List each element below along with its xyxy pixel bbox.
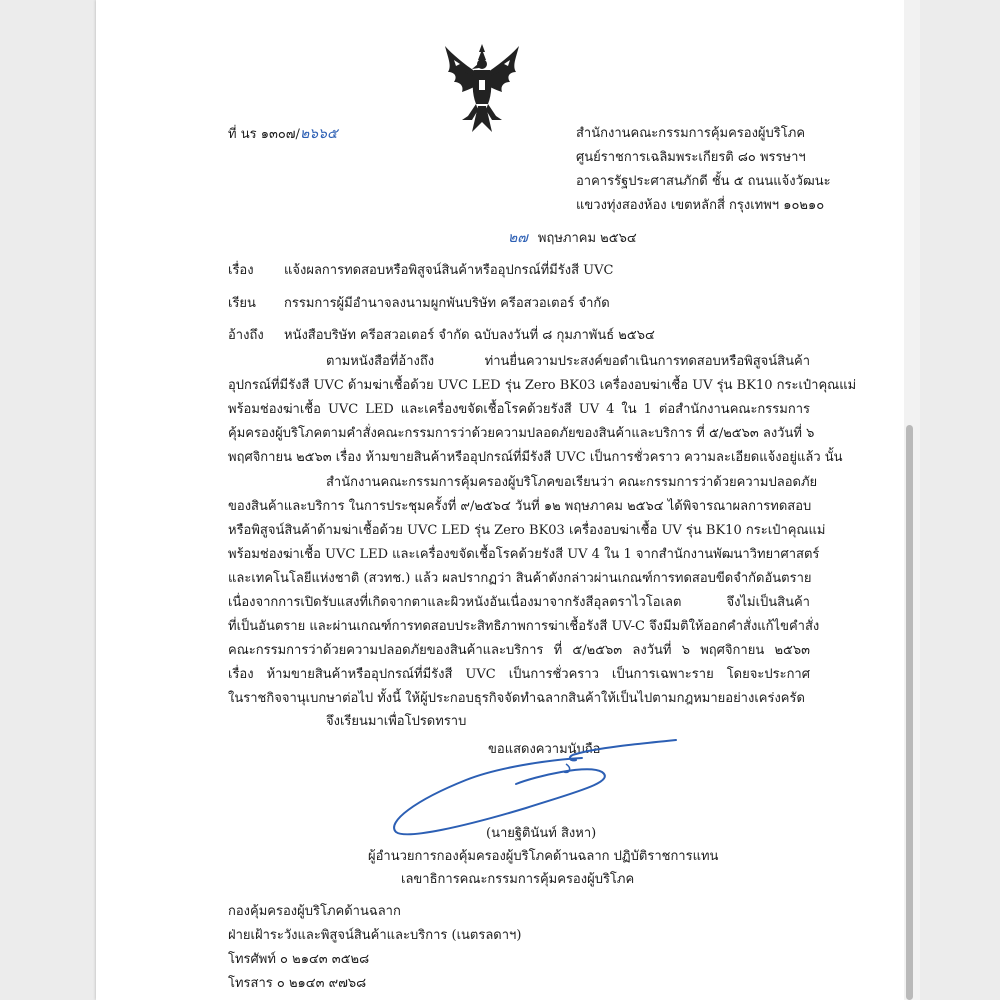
paragraph2-line-2: ของสินค้าและบริการ ในการประชุมครั้งที่ ๙/๒๕๖๔ วันที่ ๑๒ พฤษภาคม ๒๕๖๔ ได้พิจารณาผลการทดสอบ [228, 499, 812, 514]
paragraph1-line-3: พร้อมช่องฆ่าเชื้อ UVC LED และเครื่องขจัดเชื้อโรคด้วยรังสี UV 4 ใน 1 ต่อสำนักงานคณะกรรมการ [228, 402, 810, 417]
footer-division: ฝ่ายเฝ้าระวังและพิสูจน์สินค้าและบริการ (เนตรลดาฯ) [228, 928, 522, 943]
handwritten-day: ๒๗ [508, 230, 528, 246]
address-line-4: แขวงทุ่งสองห้อง เขตหลักสี่ กรุงเทพฯ ๑๐๒๑๐ [576, 198, 825, 213]
to-label: เรียน [228, 296, 256, 311]
date-month-year: พฤษภาคม ๒๕๖๔ [537, 231, 637, 246]
signer-name: (นายฐิตินันท์ สิงหา) [486, 826, 597, 841]
paragraph2-line-3: หรือพิสูจน์สินค้าด้ามฆ่าเชื้อด้วย UVC LED รุ่น Zero BK03 เครื่องอบฆ่าเชื้อ UV รุ่น BK10 กระเป๋าคุณแม่ [228, 523, 826, 538]
handwritten-number: ๒๖๖๕ [299, 126, 338, 142]
closing-text: ขอแสดงความนับถือ [488, 742, 601, 757]
paragraph2-line-8: คณะกรรมการว่าด้วยความปลอดภัยของสินค้าและบริการ ที่ ๕/๒๕๖๓ ลงวันที่ ๖ พฤศจิกายน ๒๕๖๓ [228, 643, 810, 658]
letter-page [96, 0, 904, 1000]
paragraph1-line-4: คุ้มครองผู้บริโภคตามคำสั่งคณะกรรมการว่าด้วยความปลอดภัยของสินค้าและบริการ ที่ ๕/๒๕๖๓ ลงวันที่ ๖ [228, 426, 815, 441]
footer-department: กองคุ้มครองผู้บริโภคด้านฉลาก [228, 904, 401, 919]
paragraph2-line-4: พร้อมช่องฆ่าเชื้อ UVC LED และเครื่องขจัดเชื้อโรคด้วยรังสี UV 4 ใน 1 จากสำนักงานพัฒนาวิทยาศาสตร์ [228, 547, 820, 562]
subject-text: แจ้งผลการทดสอบหรือพิสูจน์สินค้าหรืออุปกรณ์ที่มีรังสี UVC [284, 263, 614, 278]
footer-phone: โทรศัพท์ ๐ ๒๑๔๓ ๓๕๒๘ [228, 952, 370, 967]
paragraph1-line-5: พฤศจิกายน ๒๕๖๓ เรื่อง ห้ามขายสินค้าหรืออุปกรณ์ที่มีรังสี UVC เป็นการชั่วคราว ความละเอียดแจ้งอยู่แล้ว นั้น [228, 450, 843, 465]
document-number [228, 126, 338, 143]
reference-number: ที่ นร ๑๓๐๗/ [228, 127, 300, 142]
signer-title-1: ผู้อำนวยการกองคุ้มครองผู้บริโภคด้านฉลาก ปฏิบัติราชการแทน [368, 849, 719, 864]
paragraph2-line-9: เรื่อง ห้ามขายสินค้าหรืออุปกรณ์ที่มีรังสี UVC เป็นการชั่วคราว เป็นการเฉพาะราย โดยจะประกาศ [228, 667, 810, 682]
subject-label: เรื่อง [228, 263, 254, 278]
paragraph2-line-5: และเทคโนโลยีแห่งชาติ (สวทช.) แล้ว ผลปรากฏว่า สินค้าดังกล่าวผ่านเกณฑ์การทดสอบขีดจำกัดอันตราย [228, 571, 812, 586]
address-line-3: อาคารรัฐประศาสนภักดี ชั้น ๕ ถนนแจ้งวัฒนะ [576, 174, 831, 189]
closing-intro: จึงเรียนมาเพื่อโปรดทราบ [326, 714, 467, 729]
reference-text: หนังสือบริษัท ครีอสวอเตอร์ จำกัด ฉบับลงวันที่ ๘ กุมภาพันธ์ ๒๕๖๔ [284, 328, 655, 343]
vertical-scrollbar-thumb[interactable] [906, 425, 913, 1000]
to-text: กรรมการผู้มีอำนาจลงนามผูกพันบริษัท ครีอสวอเตอร์ จำกัด [284, 296, 610, 311]
signature-icon [376, 730, 696, 840]
address-line-1: สำนักงานคณะกรรมการคุ้มครองผู้บริโภค [576, 126, 806, 141]
letter-date [508, 230, 637, 247]
reference-label: อ้างถึง [228, 328, 264, 343]
paragraph2-line-7: ที่เป็นอันตราย และผ่านเกณฑ์การทดสอบประสิทธิภาพการฆ่าเชื้อรังสี UV-C จึงมีมติให้ออกคำสั่งแก้ไขคำสั่ง [228, 619, 820, 634]
address-line-2: ศูนย์ราชการเฉลิมพระเกียรติ ๘๐ พรรษาฯ [576, 150, 806, 165]
paragraph2-line-1: สำนักงานคณะกรรมการคุ้มครองผู้บริโภคขอเรียนว่า คณะกรรมการว่าด้วยความปลอดภัย [326, 475, 818, 490]
garuda-emblem-icon [442, 42, 522, 134]
paragraph1-line-2: อุปกรณ์ที่มีรังสี UVC ด้ามฆ่าเชื้อด้วย UVC LED รุ่น Zero BK03 เครื่องอบฆ่าเชื้อ UV รุ่น BK10 กระเป๋าคุณแม่ [228, 378, 857, 393]
paragraph2-line-6: เนื่องจากการเปิดรับแสงที่เกิดจากตาและผิวหนังอันเนื่องมาจากรังสีอุลตราไวโอเลต จึงไม่เป็นสินค้า [228, 595, 810, 610]
signer-title-2: เลขาธิการคณะกรรมการคุ้มครองผู้บริโภค [401, 872, 635, 887]
footer-fax: โทรสาร ๐ ๒๑๔๓ ๙๗๖๘ [228, 976, 367, 991]
paragraph2-line-10: ในราชกิจจานุเบกษาต่อไป ทั้งนี้ ให้ผู้ประกอบธุรกิจจัดทำฉลากสินค้าให้เป็นไปตามกฎหมายอย่างเคร่งครัด [228, 691, 805, 706]
paragraph1-line-1: ตามหนังสือที่อ้างถึง ท่านยื่นความประสงค์ขอดำเนินการทดสอบหรือพิสูจน์สินค้า [326, 354, 810, 369]
